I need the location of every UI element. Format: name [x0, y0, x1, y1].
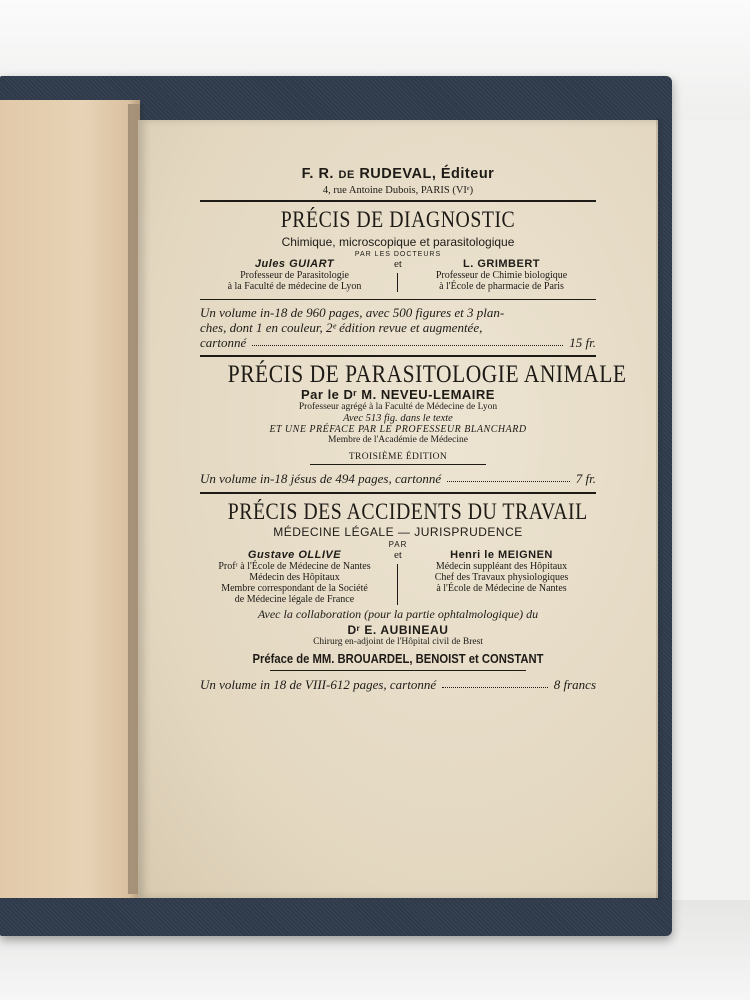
author-right: [409, 550, 594, 605]
preface-note: Préface de MM. BROUARDEL, BENOIST et CONSTANT: [252, 652, 544, 666]
book-parasitologie: [200, 361, 627, 486]
author-name: Gustave OLLIVE: [247, 549, 342, 561]
book-author: Par le Dʳ M. NEVEU-LEMAIRE: [301, 387, 495, 402]
book-title: PRÉCIS DE DIAGNOSTIC: [280, 207, 516, 232]
volume-line: Un volume in 18 de VIII-612 pages, cartonné: [200, 677, 437, 692]
vertical-rule: [397, 564, 398, 605]
author-role: Professeur de Parasitologie: [240, 270, 349, 281]
price-row: [200, 335, 596, 350]
volume-description: [200, 305, 596, 350]
price-row: [200, 677, 596, 692]
leader-dots: [447, 471, 570, 482]
collaborator-name: Dʳ E. AUBINEAU: [347, 623, 449, 637]
authors-intro: PAR LES DOCTEURS: [354, 251, 442, 258]
author-name: Jules GUIART: [254, 258, 335, 270]
preface-author-role: Membre de l'Académie de Médecine: [328, 435, 468, 445]
book-title: PRÉCIS DE PARASITOLOGIE ANIMALE: [227, 361, 627, 388]
divider: [270, 670, 526, 671]
author-role: Professeur de Chimie biologique: [435, 270, 568, 281]
book-accidents: [200, 499, 596, 692]
author-right: [409, 259, 594, 292]
publisher-header: [200, 166, 596, 182]
volume-line: ches, dont 1 en couleur, 2ᵉ édition revue et augmentée,: [200, 320, 483, 335]
author-role: à l'École de Médecine de Nantes: [436, 583, 567, 594]
divider: [200, 299, 596, 300]
book-diagnostic: [200, 207, 596, 350]
book-title: PRÉCIS DES ACCIDENTS DU TRAVAIL: [227, 499, 588, 524]
author-role: Profʳ à l'École de Médecine de Nantes: [218, 561, 371, 572]
volume-line: Un volume in-18 de 960 pages, avec 500 figures et 3 plan-: [200, 305, 505, 320]
author-left: [202, 259, 387, 292]
divider: [310, 464, 486, 465]
author-affiliation: à l'École de pharmacie de Paris: [439, 281, 564, 292]
author-role: Chef des Travaux physiologiques: [434, 572, 569, 583]
author-left: [202, 550, 387, 605]
divider: [200, 200, 596, 202]
publisher-name: RUDEVAL, Éditeur: [359, 166, 495, 182]
author-role: Médecin suppléant des Hôpitaux: [435, 561, 568, 572]
divider: [200, 492, 596, 494]
conjunction: et: [394, 549, 402, 561]
volume-line: cartonné: [200, 335, 247, 350]
authors-separator: [387, 550, 409, 605]
price: 7 fr.: [575, 471, 596, 486]
leader-dots: [252, 335, 563, 346]
publisher-address: 4, rue Antoine Dubois, PARIS (VIᵉ): [322, 185, 474, 196]
authors-intro: PAR: [388, 540, 408, 549]
preface-note: ET UNE PRÉFACE PAR LE PROFESSEUR BLANCHARD: [269, 424, 527, 435]
price-row: [200, 471, 596, 486]
price: 8 francs: [553, 677, 596, 692]
figures-note: Avec 513 fig. dans le texte: [343, 413, 453, 424]
volume-line: Un volume in-18 jésus de 494 pages, cartonné: [200, 471, 442, 486]
publisher-particle: DE: [338, 169, 355, 181]
page-content: [200, 166, 627, 692]
right-page: [138, 120, 658, 898]
authors: [200, 259, 596, 292]
author-role: Membre correspondant de la Société: [221, 583, 368, 594]
vertical-rule: [397, 273, 398, 292]
divider: [200, 355, 596, 357]
left-page: [0, 100, 140, 898]
author-role: Professeur agrégé à la Faculté de Médecine de Lyon: [298, 402, 498, 412]
book-subtitle: Chimique, microscopique et parasitologique: [281, 235, 515, 249]
authors-separator: [387, 259, 409, 292]
author-affiliation: à la Faculté de médecine de Lyon: [227, 281, 362, 292]
edition: TROISIÈME ÉDITION: [348, 452, 448, 462]
price: 15 fr.: [569, 335, 596, 350]
author-role: de Médecine légale de France: [234, 594, 355, 605]
author-name: L. GRIMBERT: [463, 258, 540, 270]
collaborator-role: Chirurg en-adjoint de l'Hôpital civil de Brest: [313, 637, 483, 647]
leader-dots: [442, 677, 548, 688]
publisher-initials: F. R.: [301, 166, 334, 182]
authors: [200, 550, 596, 605]
conjunction: et: [394, 258, 402, 270]
volume-description: [200, 677, 596, 692]
page-edge-shadow: [656, 118, 664, 900]
volume-description: [200, 471, 596, 486]
author-role: Médecin des Hôpitaux: [249, 572, 340, 583]
collaboration-note: Avec la collaboration (pour la partie ophtalmologique) du: [257, 607, 539, 621]
book-subtitle: MÉDECINE LÉGALE — JURISPRUDENCE: [273, 525, 523, 539]
author-name: Henri le MEIGNEN: [450, 549, 553, 561]
